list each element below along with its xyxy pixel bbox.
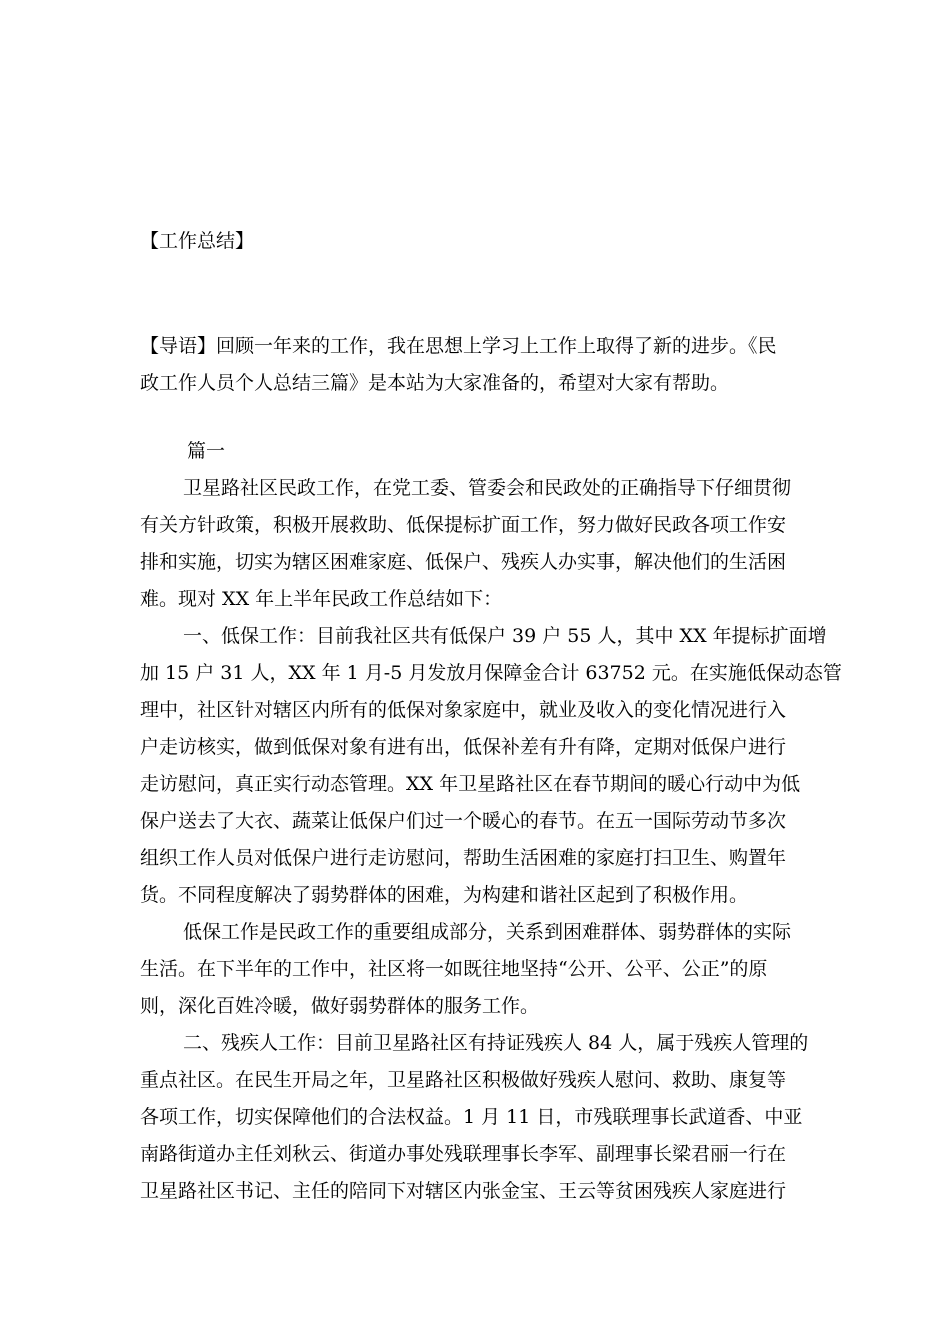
- text-line: 户走访核实，做到低保对象有进有出，低保补差有升有降，定期对低保户进行: [140, 736, 787, 758]
- text-line: 组织工作人员对低保户进行走访慰问，帮助生活困难的家庭打扫卫生、购置年: [140, 847, 787, 869]
- text-line: 排和实施，切实为辖区困难家庭、低保户、残疾人办实事，解决他们的生活困: [140, 551, 787, 573]
- intro-paragraph: [140, 328, 810, 402]
- text-line: 卫星路社区书记、主任的陪同下对辖区内张金宝、王云等贫困残疾人家庭进行: [140, 1180, 787, 1202]
- text-line: 一、低保工作：目前我社区共有低保户 39 户 55 人，其中 XX 年提标扩面增: [183, 625, 827, 647]
- intro-line: 政工作人员个人总结三篇》是本站为大家准备的，希望对大家有帮助。: [140, 372, 730, 394]
- text-line: 重点社区。在民生开局之年，卫星路社区积极做好残疾人慰问、救助、康复等: [140, 1069, 787, 1091]
- text-line: 低保工作是民政工作的重要组成部分，关系到困难群体、弱势群体的实际: [183, 921, 792, 943]
- paragraph-low-income-plan: [140, 914, 820, 1025]
- text-line: 二、残疾人工作：目前卫星路社区有持证残疾人 84 人，属于残疾人管理的: [183, 1032, 809, 1054]
- text-line: 则，深化百姓冷暖，做好弱势群体的服务工作。: [140, 995, 540, 1017]
- paragraph-overview: [140, 470, 820, 618]
- text-line: 加 15 户 31 人，XX 年 1 月-5 月发放月保障金合计 63752 元。在实施低保动态管: [140, 662, 842, 684]
- paragraph-disability: [140, 1025, 820, 1210]
- text-line: 货。不同程度解决了弱势群体的困难，为构建和谐社区起到了积极作用。: [140, 884, 749, 906]
- text-line: 走访慰问，真正实行动态管理。XX 年卫星路社区在春节期间的暖心行动中为低: [140, 773, 801, 795]
- part-heading: 篇一: [187, 440, 226, 462]
- text-line: 卫星路社区民政工作，在党工委、管委会和民政处的正确指导下仔细贯彻: [183, 477, 792, 499]
- body-text: [140, 470, 842, 1210]
- text-line: 难。现对 XX 年上半年民政工作总结如下：: [140, 588, 503, 610]
- text-line: 有关方针政策，积极开展救助、低保提标扩面工作，努力做好民政各项工作安: [140, 514, 787, 536]
- text-line: 生活。在下半年的工作中，社区将一如既往地坚持“公开、公平、公正”的原: [140, 958, 768, 980]
- text-line: 保户送去了大衣、蔬菜让低保户们过一个暖心的春节。在五一国际劳动节多次: [140, 810, 787, 832]
- text-line: 理中，社区针对辖区内所有的低保对象家庭中，就业及收入的变化情况进行入: [140, 699, 787, 721]
- paragraph-low-income: [140, 618, 842, 914]
- category-tag: 【工作总结】: [140, 230, 255, 252]
- intro-line: 【导语】回顾一年来的工作，我在思想上学习上工作上取得了新的进步。《民: [140, 335, 777, 357]
- text-line: 各项工作，切实保障他们的合法权益。1 月 11 日，市残联理事长武道香、中亚: [140, 1106, 803, 1128]
- text-line: 南路街道办主任刘秋云、街道办事处残联理事长李军、副理事长梁君丽一行在: [140, 1143, 787, 1165]
